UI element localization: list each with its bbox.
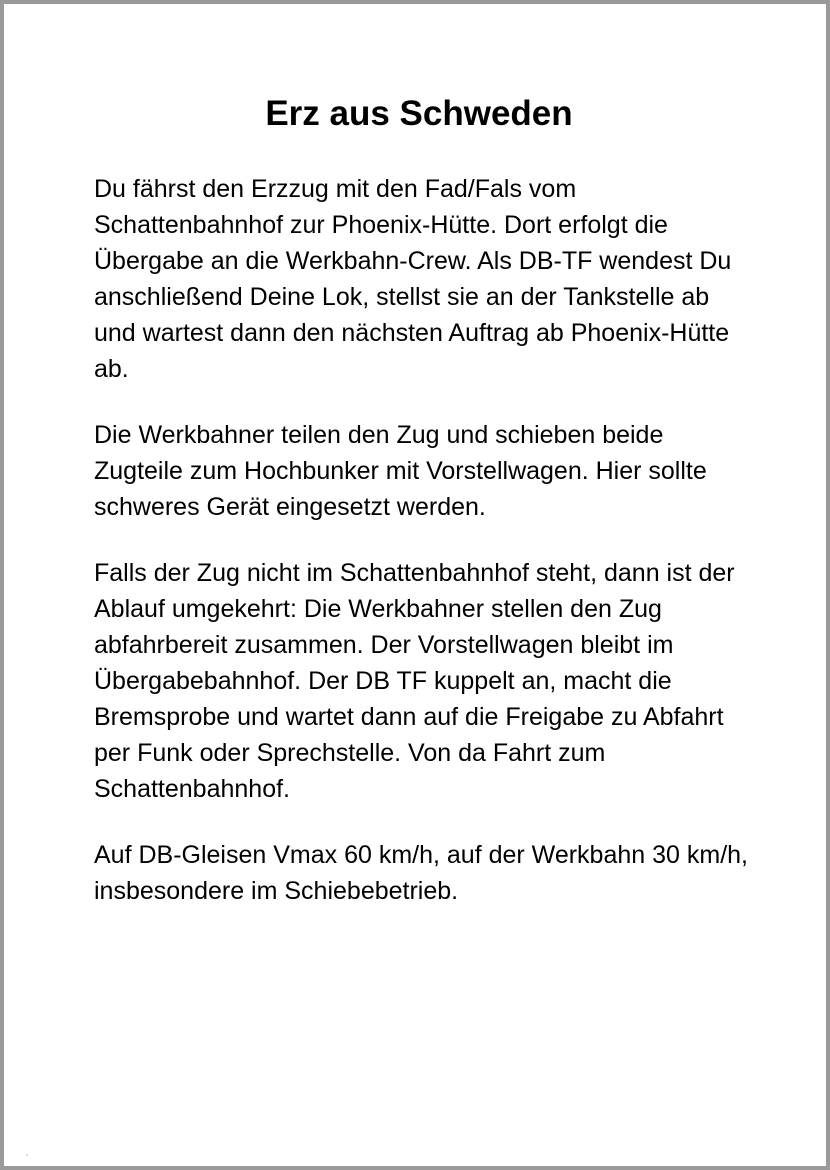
- paragraph-split-train: Die Werkbahner teilen den Zug und schieben beide Zugteile zum Hochbunker mit Vorstellwagen. Hier sollte schweres Gerät eingesetzt werden.: [94, 421, 707, 521]
- document-body: [94, 171, 754, 939]
- paragraph-handover: Du fährst den Erzzug mit den Fad/Fals vom Schattenbahnhof zur Phoenix-Hütte. Dort erfolgt die Übergabe an die Werkbahn-Crew. Als DB-TF wendest Du anschließend Deine Lok, stellst sie an der Tankstelle ab und wartest dann den nächsten Auftrag ab Phoenix-Hütte ab.: [94, 175, 732, 383]
- document-title: Erz aus Schweden: [265, 94, 573, 133]
- paragraph-speed-limits: Auf DB-Gleisen Vmax 60 km/h, auf der Werkbahn 30 km/h, insbesondere im Schiebebetrieb.: [94, 841, 748, 905]
- corner-mark: [26, 1154, 28, 1156]
- paragraph-reverse-procedure: Falls der Zug nicht im Schattenbahnhof steht, dann ist der Ablauf umgekehrt: Die Werkbahner stellen den Zug abfahrbereit zusammen. Der Vorstellwagen bleibt im Übergabebahnhof. Der DB TF kuppelt an, macht die Bremsprobe und wartet dann auf die Freigabe zu Abfahrt per Funk oder Sprechstelle. Von da Fahrt zum Schattenbahnhof.: [94, 559, 735, 803]
